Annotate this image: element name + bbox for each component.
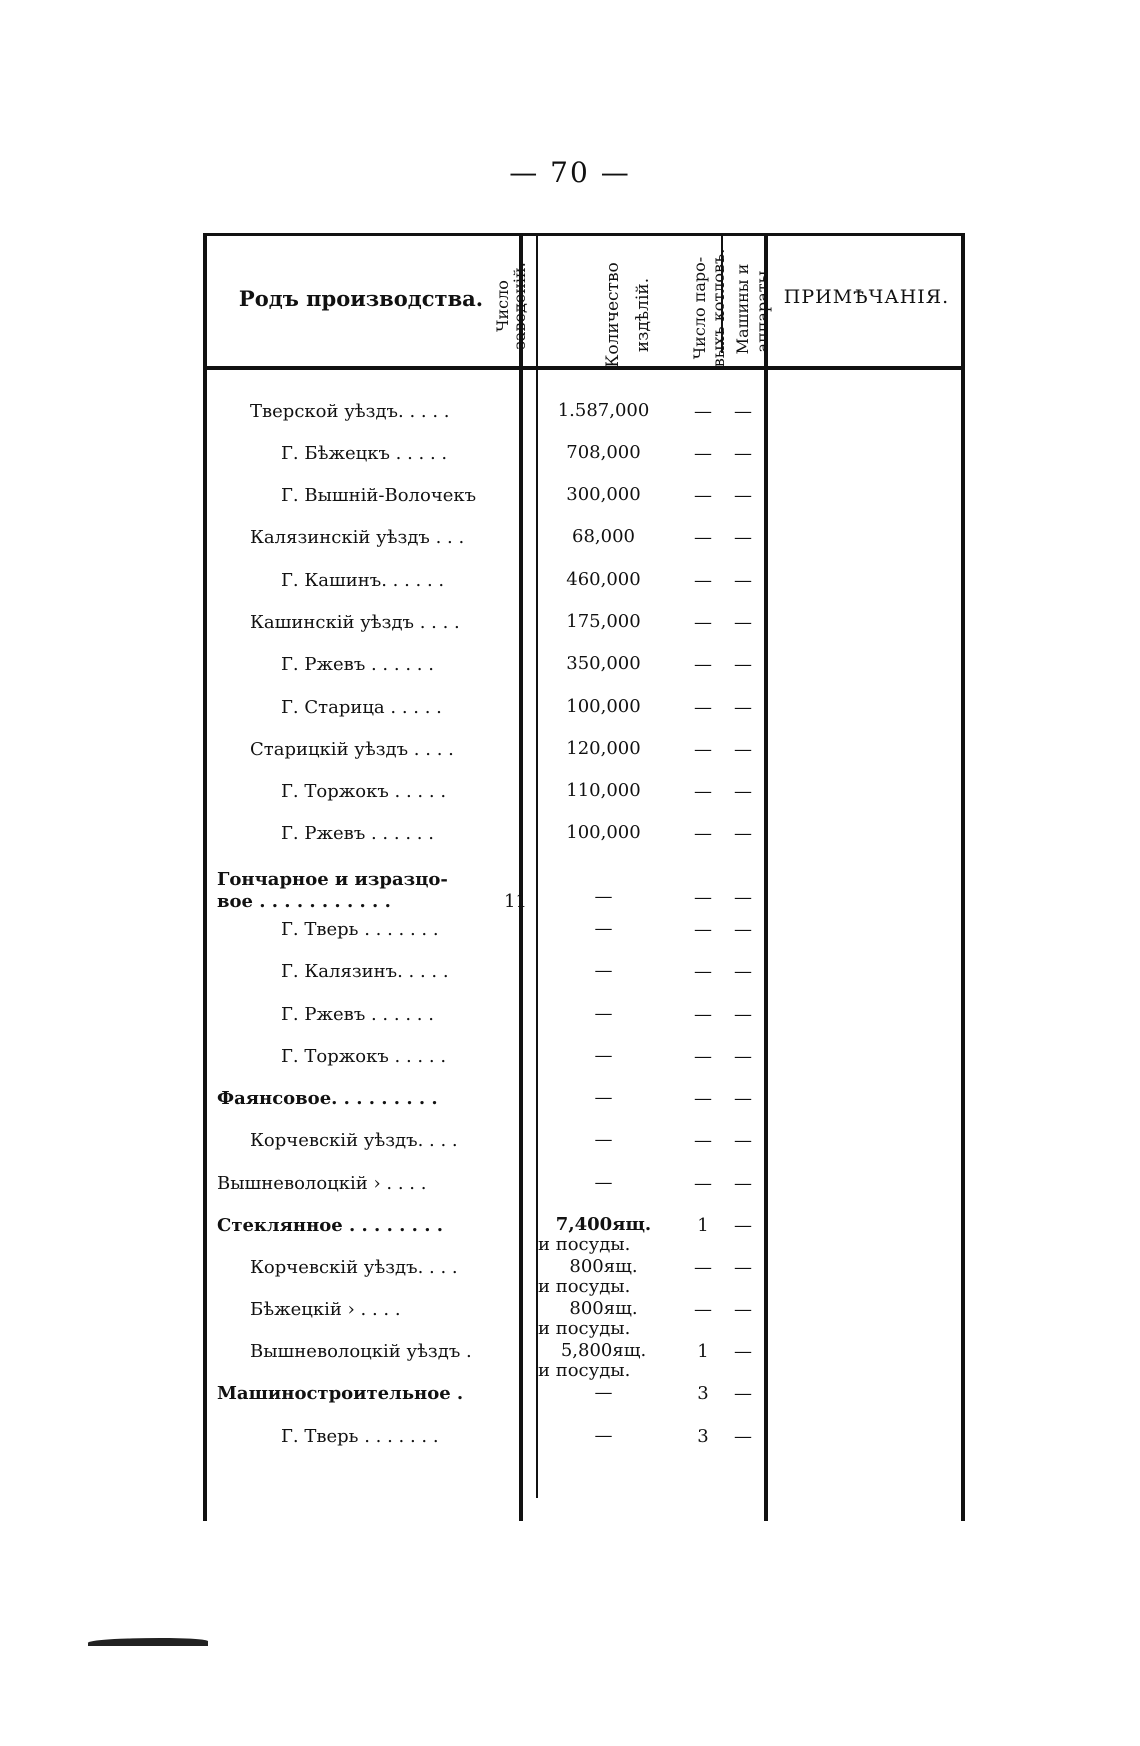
row-quantity-value: 800ящ. <box>569 1298 638 1319</box>
row-machines: — <box>734 485 752 506</box>
row-machines: — <box>734 919 752 940</box>
row-production-name: Г. Ржевъ . . . . . . <box>281 823 434 844</box>
row-boilers: — <box>694 527 712 548</box>
row-quantity-value: 800ящ. <box>569 1256 638 1277</box>
header-machines: Машины и аппараты. <box>733 263 772 355</box>
row-production-name: Г. Торжокъ . . . . . <box>281 781 447 802</box>
row-quantity <box>536 401 671 421</box>
row-quantity-value: 300,000 <box>566 484 641 505</box>
row-boilers: — <box>694 401 712 422</box>
row-production-name: Стеклянное . . . . . . . . <box>217 1215 443 1236</box>
row-quantity <box>536 570 671 590</box>
row-quantity <box>536 485 671 505</box>
row-quantity-value: — <box>594 1003 613 1024</box>
row-production-name: Г. Кашинъ. . . . . . <box>281 570 445 591</box>
row-quantity-value: 110,000 <box>566 780 641 801</box>
row-machines: — <box>734 570 752 591</box>
row-machines: — <box>734 961 752 982</box>
row-production-name: Г. Ржевъ . . . . . . <box>281 654 434 675</box>
row-machines: — <box>734 1046 752 1067</box>
row-boilers: — <box>694 1088 712 1109</box>
row-quantity <box>536 443 671 463</box>
row-machines: — <box>734 1426 752 1447</box>
row-machines: — <box>734 1088 752 1109</box>
row-quantity-value: 7,400ящ. <box>555 1214 652 1235</box>
row-quantity-value: — <box>594 1382 613 1403</box>
row-quantity-value: — <box>594 960 613 981</box>
row-boilers: — <box>694 919 712 940</box>
row-production-name: Г. Тверь . . . . . . . <box>281 1426 439 1447</box>
row-production-name: Г. Калязинъ. . . . . <box>281 961 449 982</box>
row-quantity <box>536 1004 671 1024</box>
header-establishments: Число заведеній. <box>493 262 529 350</box>
row-quantity-note: и посуды. <box>538 1276 631 1297</box>
row-boilers: — <box>694 1004 712 1025</box>
row-boilers: — <box>694 1173 712 1194</box>
row-machines: — <box>734 443 752 464</box>
row-quantity-value: 350,000 <box>566 653 641 674</box>
row-boilers: — <box>694 739 712 760</box>
row-machines: — <box>734 739 752 760</box>
row-quantity-value: — <box>594 1172 613 1193</box>
row-quantity <box>536 1046 671 1066</box>
table-left-border <box>203 233 207 1521</box>
row-boilers: — <box>694 485 712 506</box>
row-quantity <box>536 1426 671 1446</box>
row-quantity-value: 708,000 <box>566 442 641 463</box>
row-machines: — <box>734 1383 752 1404</box>
row-production-name: Г. Вышній-Волочекъ <box>281 485 477 506</box>
row-production-name: Старицкій уѣздъ . . . . <box>250 739 454 760</box>
row-machines: — <box>734 1004 752 1025</box>
row-quantity <box>536 1383 671 1403</box>
row-quantity <box>536 1088 671 1108</box>
row-production-name: Калязинскій уѣздъ . . . <box>250 527 465 548</box>
row-boilers: — <box>694 570 712 591</box>
row-machines: — <box>734 654 752 675</box>
row-machines: — <box>734 781 752 802</box>
row-production-name: Г. Торжокъ . . . . . <box>281 1046 447 1067</box>
row-quantity-value: — <box>594 1129 613 1150</box>
row-boilers: — <box>694 781 712 802</box>
row-boilers: — <box>694 887 712 908</box>
row-quantity-value: — <box>594 1087 613 1108</box>
column-divider-machines <box>764 233 768 1521</box>
row-quantity <box>536 1341 671 1381</box>
table-right-border <box>961 233 965 1521</box>
row-quantity <box>536 527 671 547</box>
row-quantity <box>536 781 671 801</box>
table-top-rule <box>203 233 965 236</box>
row-machines: — <box>734 527 752 548</box>
row-quantity-value: 5,800ящ. <box>560 1340 647 1361</box>
row-machines: — <box>734 1130 752 1151</box>
row-boilers: — <box>694 961 712 982</box>
row-boilers: — <box>694 443 712 464</box>
row-quantity <box>536 823 671 843</box>
row-machines: — <box>734 1299 752 1320</box>
header-notes: ПРИМѢЧАНІЯ. <box>783 286 950 308</box>
row-production-name: Г. Ржевъ . . . . . . <box>281 1004 434 1025</box>
row-quantity-value: 175,000 <box>566 611 641 632</box>
row-machines: — <box>734 697 752 718</box>
row-machines: — <box>734 1215 752 1236</box>
row-production-name: Фаянсовое. . . . . . . . . <box>217 1088 438 1109</box>
row-quantity-note: и посуды. <box>538 1234 631 1255</box>
row-machines: — <box>734 1173 752 1194</box>
row-machines: — <box>734 887 752 908</box>
row-boilers: — <box>694 654 712 675</box>
row-quantity <box>536 1257 671 1297</box>
row-production-name: Г. Тверь . . . . . . . <box>281 919 439 940</box>
row-quantity <box>536 919 671 939</box>
row-quantity-value: — <box>594 1425 613 1446</box>
row-production-name: Гончарное и изразцо- <box>217 869 448 890</box>
row-boilers: 1 <box>697 1341 709 1362</box>
row-machines: — <box>734 401 752 422</box>
row-quantity-value: — <box>594 918 613 939</box>
row-machines: — <box>734 823 752 844</box>
row-boilers: — <box>694 1257 712 1278</box>
row-production-name-continued: вое . . . . . . . . . . . <box>217 891 391 912</box>
row-production-name: Вышневолоцкій уѣздъ . <box>250 1341 472 1362</box>
row-establishments-count: 11 <box>504 891 527 912</box>
row-quantity <box>536 654 671 674</box>
row-quantity-note: и посуды. <box>538 1318 631 1339</box>
row-quantity-value: — <box>594 886 613 907</box>
row-production-name: Тверской уѣздъ. . . . . <box>250 401 450 422</box>
row-quantity-value: — <box>594 1045 613 1066</box>
scan-smudge <box>88 1638 208 1646</box>
header-boilers: Число паро-выхъ котловъ. <box>690 248 728 368</box>
statistics-table <box>203 233 965 1521</box>
row-quantity-value: 68,000 <box>572 526 635 547</box>
row-quantity-value: 1.587,000 <box>557 400 650 421</box>
page-number: — 70 — <box>509 156 631 189</box>
header-bottom-rule <box>203 366 965 370</box>
row-quantity <box>536 697 671 717</box>
row-boilers: — <box>694 823 712 844</box>
row-boilers: 3 <box>697 1426 709 1447</box>
row-boilers: — <box>694 1299 712 1320</box>
row-boilers: — <box>694 612 712 633</box>
row-quantity-value: 120,000 <box>566 738 641 759</box>
row-machines: — <box>734 612 752 633</box>
row-quantity <box>536 961 671 981</box>
row-quantity <box>536 739 671 759</box>
row-boilers: — <box>694 1046 712 1067</box>
row-boilers: — <box>694 697 712 718</box>
row-production-name: Бѣжецкій › . . . . <box>250 1299 401 1320</box>
row-production-name: Кашинскій уѣздъ . . . . <box>250 612 460 633</box>
row-quantity <box>536 1215 671 1255</box>
row-boilers: 1 <box>697 1215 709 1236</box>
row-production-name: Г. Старица . . . . . <box>281 697 442 718</box>
row-quantity <box>536 612 671 632</box>
row-machines: — <box>734 1257 752 1278</box>
row-quantity-value: 100,000 <box>566 696 641 717</box>
row-production-name: Машиностроительное . <box>217 1383 464 1404</box>
row-quantity-value: 100,000 <box>566 822 641 843</box>
row-production-name: Корчевскій уѣздъ. . . . <box>250 1257 458 1278</box>
row-machines: — <box>734 1341 752 1362</box>
row-production-name: Г. Бѣжецкъ . . . . . <box>281 443 448 464</box>
row-quantity-value: 460,000 <box>566 569 641 590</box>
row-quantity <box>536 1173 671 1193</box>
row-boilers: — <box>694 1130 712 1151</box>
row-quantity <box>536 1130 671 1150</box>
row-production-name: Корчевскій уѣздъ. . . . <box>250 1130 458 1151</box>
row-quantity <box>536 887 671 907</box>
header-production: Родъ производства. <box>238 286 484 311</box>
row-boilers: 3 <box>697 1383 709 1404</box>
row-production-name: Вышневолоцкій › . . . . <box>217 1173 427 1194</box>
column-divider-name <box>519 233 523 1521</box>
row-quantity-note: и посуды. <box>538 1360 631 1381</box>
row-quantity <box>536 1299 671 1339</box>
header-quantity: Количество издѣлій. <box>603 262 653 368</box>
